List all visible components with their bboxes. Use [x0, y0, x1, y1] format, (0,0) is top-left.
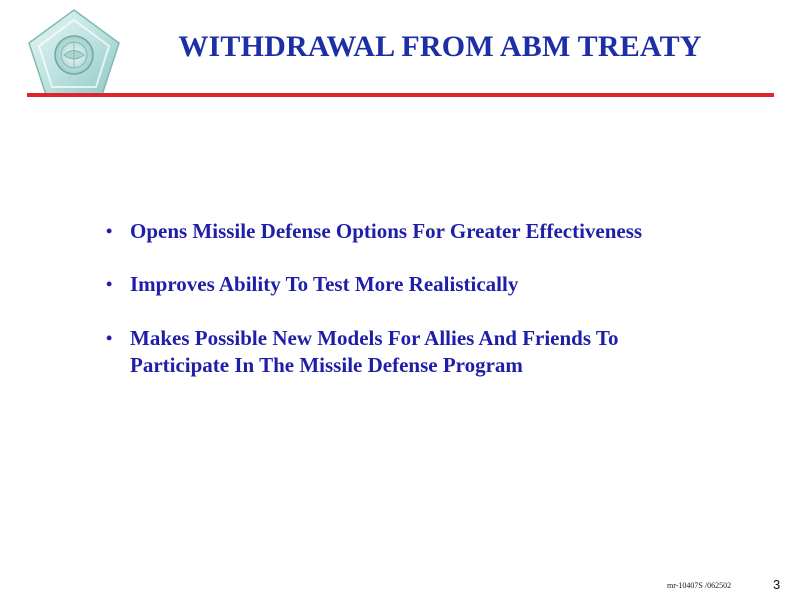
bullet-dot-icon: • [106, 221, 113, 241]
bullet-text: Opens Missile Defense Options For Greater Effectiveness [130, 219, 643, 243]
bullet-text: Improves Ability To Test More Realistically [130, 272, 519, 296]
document-id: mr-10407S /062502 [667, 581, 732, 590]
bullet-item [106, 218, 706, 245]
bullet-text: Makes Possible New Models For Allies And Friends To Participate In The Missile Defense Program [130, 326, 619, 377]
slide-title: WITHDRAWAL FROM ABM TREATY [178, 30, 702, 63]
bullet-dot-icon: • [106, 274, 113, 294]
bullet-list [106, 218, 706, 379]
bullet-dot-icon: • [106, 328, 113, 348]
bullet-item [106, 271, 706, 298]
bullet-item [106, 325, 706, 379]
page-number: 3 [773, 577, 781, 592]
pentagon-seal-icon [26, 8, 122, 98]
title-divider [27, 93, 774, 97]
